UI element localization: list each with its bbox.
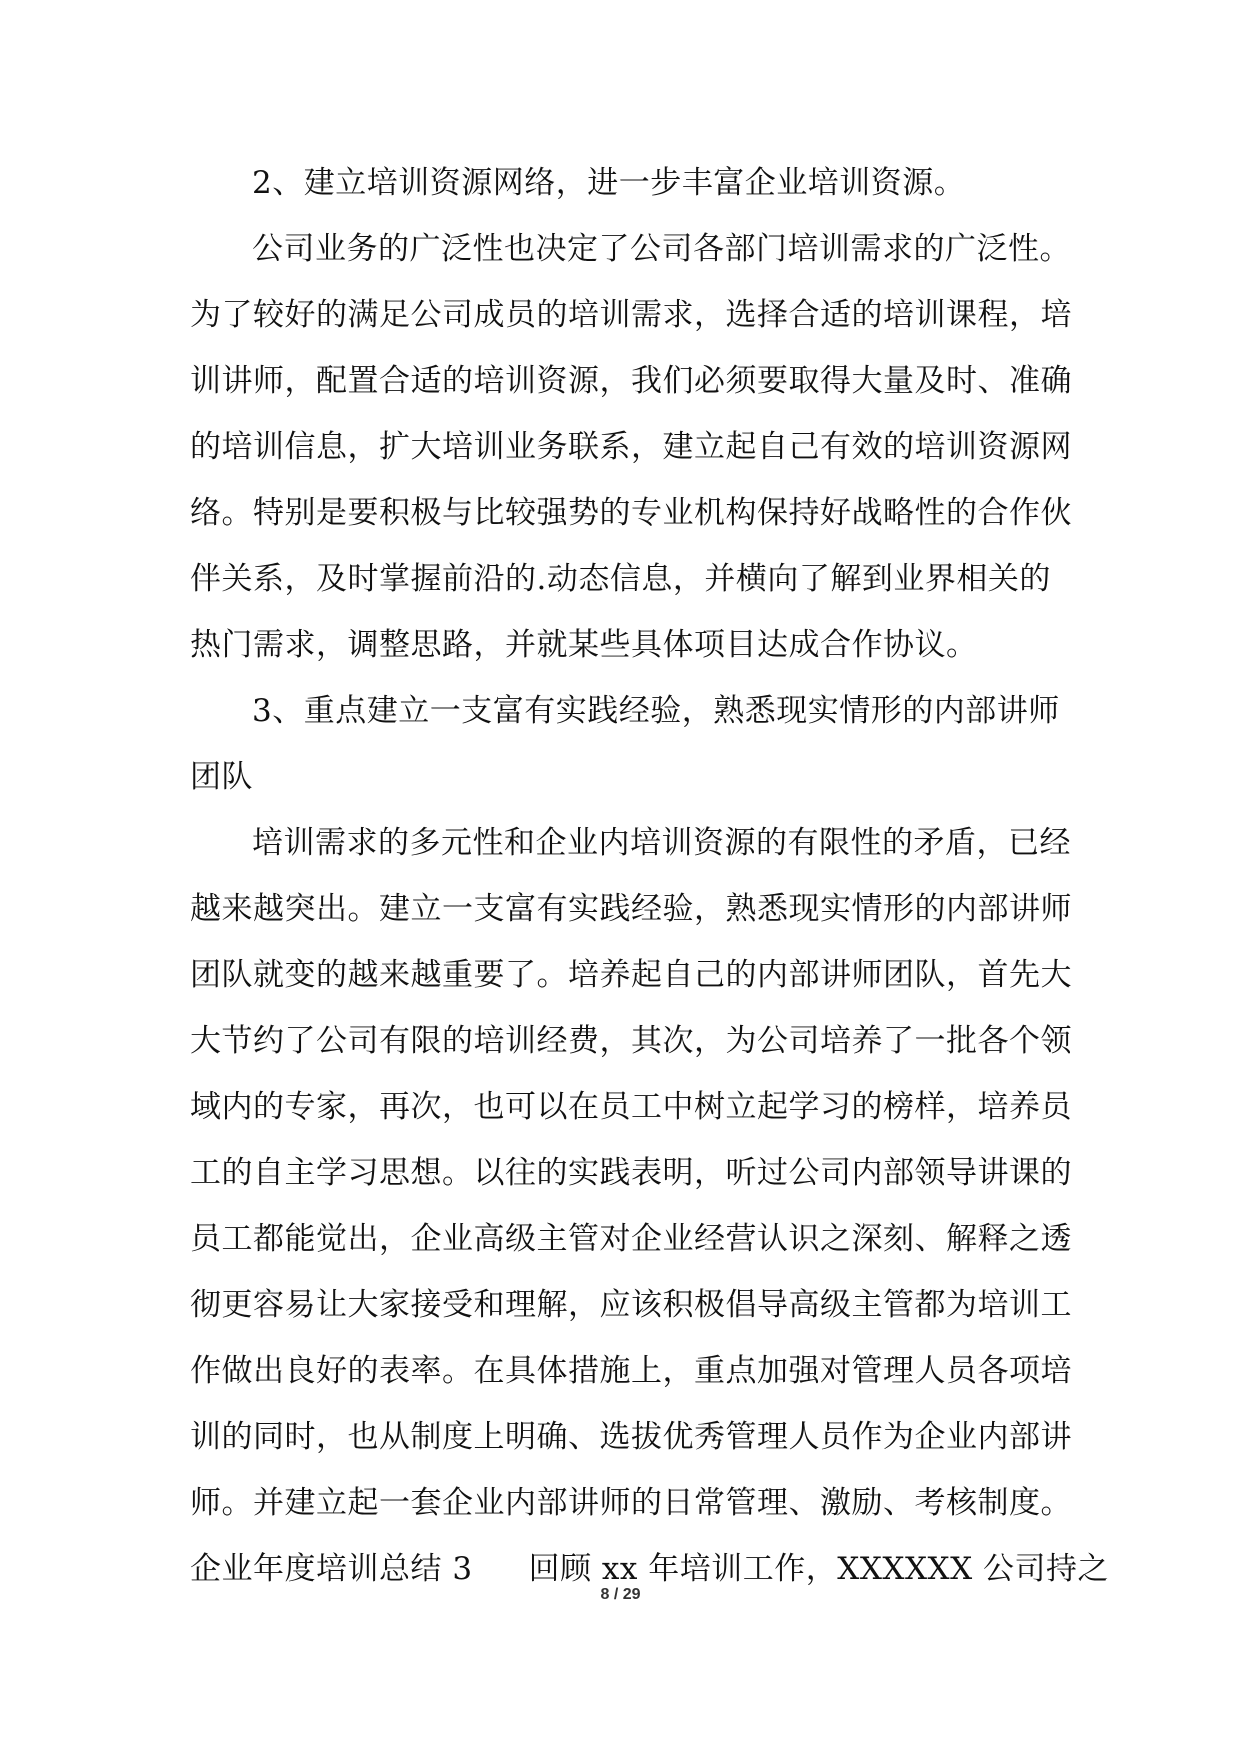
section-heading-2: 2、建立培训资源网络，进一步丰富企业培训资源。 bbox=[252, 165, 966, 201]
paragraph-line: 越来越突出。建立一支富有实践经验，熟悉现实情形的内部讲师 bbox=[190, 891, 1072, 927]
section-heading-3: 3、重点建立一支富有实践经验，熟悉现实情形的内部讲师 bbox=[252, 693, 1060, 729]
paragraph-line: 培训需求的多元性和企业内培训资源的有限性的矛盾，已经 bbox=[252, 825, 1071, 861]
paragraph-line: 师。并建立起一套企业内部讲师的日常管理、激励、考核制度。 bbox=[190, 1485, 1072, 1521]
paragraph-line: 员工都能觉出，企业高级主管对企业经营认识之深刻、解释之透 bbox=[190, 1221, 1072, 1257]
section-heading-3-continued: 团队 bbox=[190, 759, 253, 795]
paragraph-line: 伴关系，及时掌握前沿的.动态信息，并横向了解到业界相关的 bbox=[190, 561, 1051, 597]
paragraph-line: 训的同时，也从制度上明确、选拔优秀管理人员作为企业内部讲 bbox=[190, 1419, 1072, 1455]
next-section-title: 企业年度培训总结 3 bbox=[190, 1551, 473, 1587]
paragraph-line: 团队就变的越来越重要了。培养起自己的内部讲师团队，首先大 bbox=[190, 957, 1072, 993]
paragraph-line: 作做出良好的表率。在具体措施上，重点加强对管理人员各项培 bbox=[190, 1353, 1072, 1389]
paragraph-line: 公司业务的广泛性也决定了公司各部门培训需求的广泛性。 bbox=[252, 231, 1071, 267]
next-section-intro: 回顾 xx 年培训工作，XXXXXX 公司持之 bbox=[528, 1551, 1110, 1587]
paragraph-line: 络。特别是要积极与比较强势的专业机构保持好战略性的合作伙 bbox=[190, 495, 1072, 531]
paragraph-line: 为了较好的满足公司成员的培训需求，选择合适的培训课程，培 bbox=[190, 297, 1072, 333]
paragraph-line: 域内的专家，再次，也可以在员工中树立起学习的榜样，培养员 bbox=[190, 1089, 1072, 1125]
paragraph-line: 热门需求，调整思路，并就某些具体项目达成合作协议。 bbox=[190, 627, 978, 663]
document-body bbox=[190, 150, 1110, 1602]
paragraph-line: 大节约了公司有限的培训经费，其次，为公司培养了一批各个领 bbox=[190, 1023, 1072, 1059]
page-number: 8 / 29 bbox=[600, 1586, 641, 1603]
paragraph-line: 工的自主学习思想。以往的实践表明，听过公司内部领导讲课的 bbox=[190, 1155, 1072, 1191]
paragraph-line: 的培训信息，扩大培训业务联系，建立起自己有效的培训资源网 bbox=[190, 429, 1072, 465]
paragraph-line: 彻更容易让大家接受和理解，应该积极倡导高级主管都为培训工 bbox=[190, 1287, 1072, 1323]
paragraph-line: 训讲师，配置合适的培训资源，我们必须要取得大量及时、准确 bbox=[190, 363, 1072, 399]
